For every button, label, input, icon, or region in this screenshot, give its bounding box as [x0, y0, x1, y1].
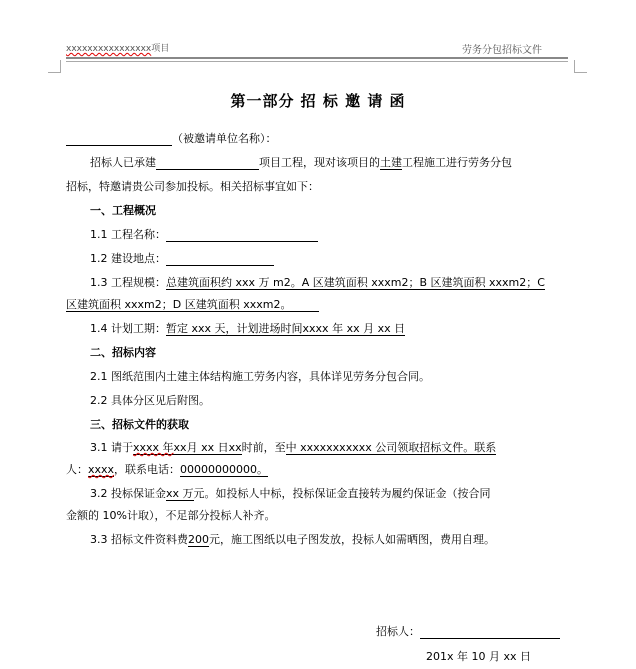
header-rule	[66, 57, 568, 59]
invitee-blank	[66, 133, 172, 146]
item-3-1-f: 时前，至	[241, 441, 286, 454]
project-title-blank	[166, 229, 318, 242]
crop-mark-right	[574, 60, 587, 73]
item-1-3	[90, 276, 545, 290]
item-1-1-label: 1.1 工程名称：	[90, 228, 166, 241]
signature-date: 201x 年 10 月 xx 日	[426, 650, 532, 663]
signature-label: 招标人：	[376, 625, 420, 638]
fee-label: 3.3 招标文件资料费	[90, 533, 188, 546]
header-rule-thin	[66, 61, 568, 62]
document-title: 第一部分 招 标 邀 请 函	[230, 92, 406, 110]
deposit-label: 3.2 投标保证金	[90, 487, 166, 500]
header-right: 劳务分包招标文件	[462, 45, 542, 56]
item-3-1-a: 3.1 请于	[90, 441, 133, 454]
project-name-blank	[156, 157, 259, 170]
item-3-1-hour: xx	[228, 441, 242, 454]
phone-value: 00000000000	[180, 463, 258, 476]
intro-text-b: 项目工程，现对该项目的	[259, 156, 380, 169]
item-1-3-label: 1.3 工程规模：	[90, 276, 166, 289]
header-project-placeholder: xxxxxxxxxxxxxxxx	[66, 44, 152, 54]
intro-line-2: 招标，特邀请贵公司参加投标。相关招标事宜如下：	[66, 180, 319, 193]
entry-time-label: ，计划进场时间	[225, 322, 303, 335]
location-blank	[166, 253, 274, 266]
item-3-3	[90, 533, 495, 547]
fee-value: 200	[188, 533, 209, 546]
section-heading-3: 三、招标文件的获取	[90, 418, 189, 431]
item-1-2	[90, 252, 274, 266]
item-3-1-company: 中 xxxxxxxxxxx 公司	[285, 441, 398, 454]
intro-line-1	[90, 156, 512, 170]
signature-line	[376, 625, 560, 639]
intro-text-civil: 土建	[380, 156, 402, 169]
intro-text-d: 工程施工进行劳务分包	[402, 156, 512, 169]
signature-blank	[420, 626, 560, 639]
fee-text: 元，施工图纸以电子图发放，投标人如需晒图，费用自理。	[209, 533, 495, 546]
item-3-1	[90, 441, 496, 455]
item-3-1-day: 月 xx 日	[186, 441, 229, 454]
item-3-1-cont	[66, 463, 268, 477]
item-1-4-label: 1.4 计划工期：	[90, 322, 166, 335]
phone-label: ，联系电话：	[114, 463, 181, 476]
phone-end: 。	[257, 463, 269, 476]
item-3-1-year: xxxx 年	[133, 441, 174, 454]
contact-name: xxxx	[88, 463, 115, 476]
item-1-2-label: 1.2 建设地点：	[90, 252, 166, 265]
section-heading-2: 二、招标内容	[90, 346, 156, 359]
item-2-2: 2.2 具体分区见后附图。	[90, 394, 210, 407]
item-1-4	[90, 322, 405, 336]
item-1-3-value-a: 总建筑面积约 xxx 万 m2。A 区建筑面积 xxxm2；B 区建筑面积 xxxm2；C	[166, 276, 545, 289]
item-1-3-cont	[66, 298, 319, 312]
header-left	[66, 41, 169, 54]
item-3-2	[90, 487, 491, 501]
item-2-1: 2.1 图纸范围内土建主体结构施工劳务内容，具体详见劳务分包合同。	[90, 370, 430, 383]
section-heading-1: 一、工程概况	[90, 204, 156, 217]
header-project-suffix: 项目	[151, 44, 170, 54]
duration-value: 暂定 xxx 天	[166, 322, 226, 335]
invitee-line	[66, 132, 277, 146]
item-3-1-month: xx	[173, 441, 187, 454]
item-3-2-cont: 金额的 10%计取），不足部分投标人补齐。	[66, 509, 276, 522]
contact-label: 人：	[66, 463, 88, 476]
item-1-1	[90, 228, 318, 242]
deposit-text: 元。如投标人中标，投标保证金直接转为履约保证金（按合同	[193, 487, 491, 500]
crop-mark-left	[48, 60, 61, 73]
item-3-1-h: 领取招标文件。联系	[397, 441, 497, 454]
item-1-3-value-b: 区建筑面积 xxxm2；D 区建筑面积 xxxm2。	[66, 298, 319, 312]
deposit-value: xx 万	[166, 487, 194, 500]
entry-date-value: xxxx 年 xx 月 xx 日	[302, 322, 406, 335]
intro-text-a: 招标人已承建	[90, 156, 156, 169]
invitee-label: （被邀请单位名称）：	[172, 132, 277, 145]
